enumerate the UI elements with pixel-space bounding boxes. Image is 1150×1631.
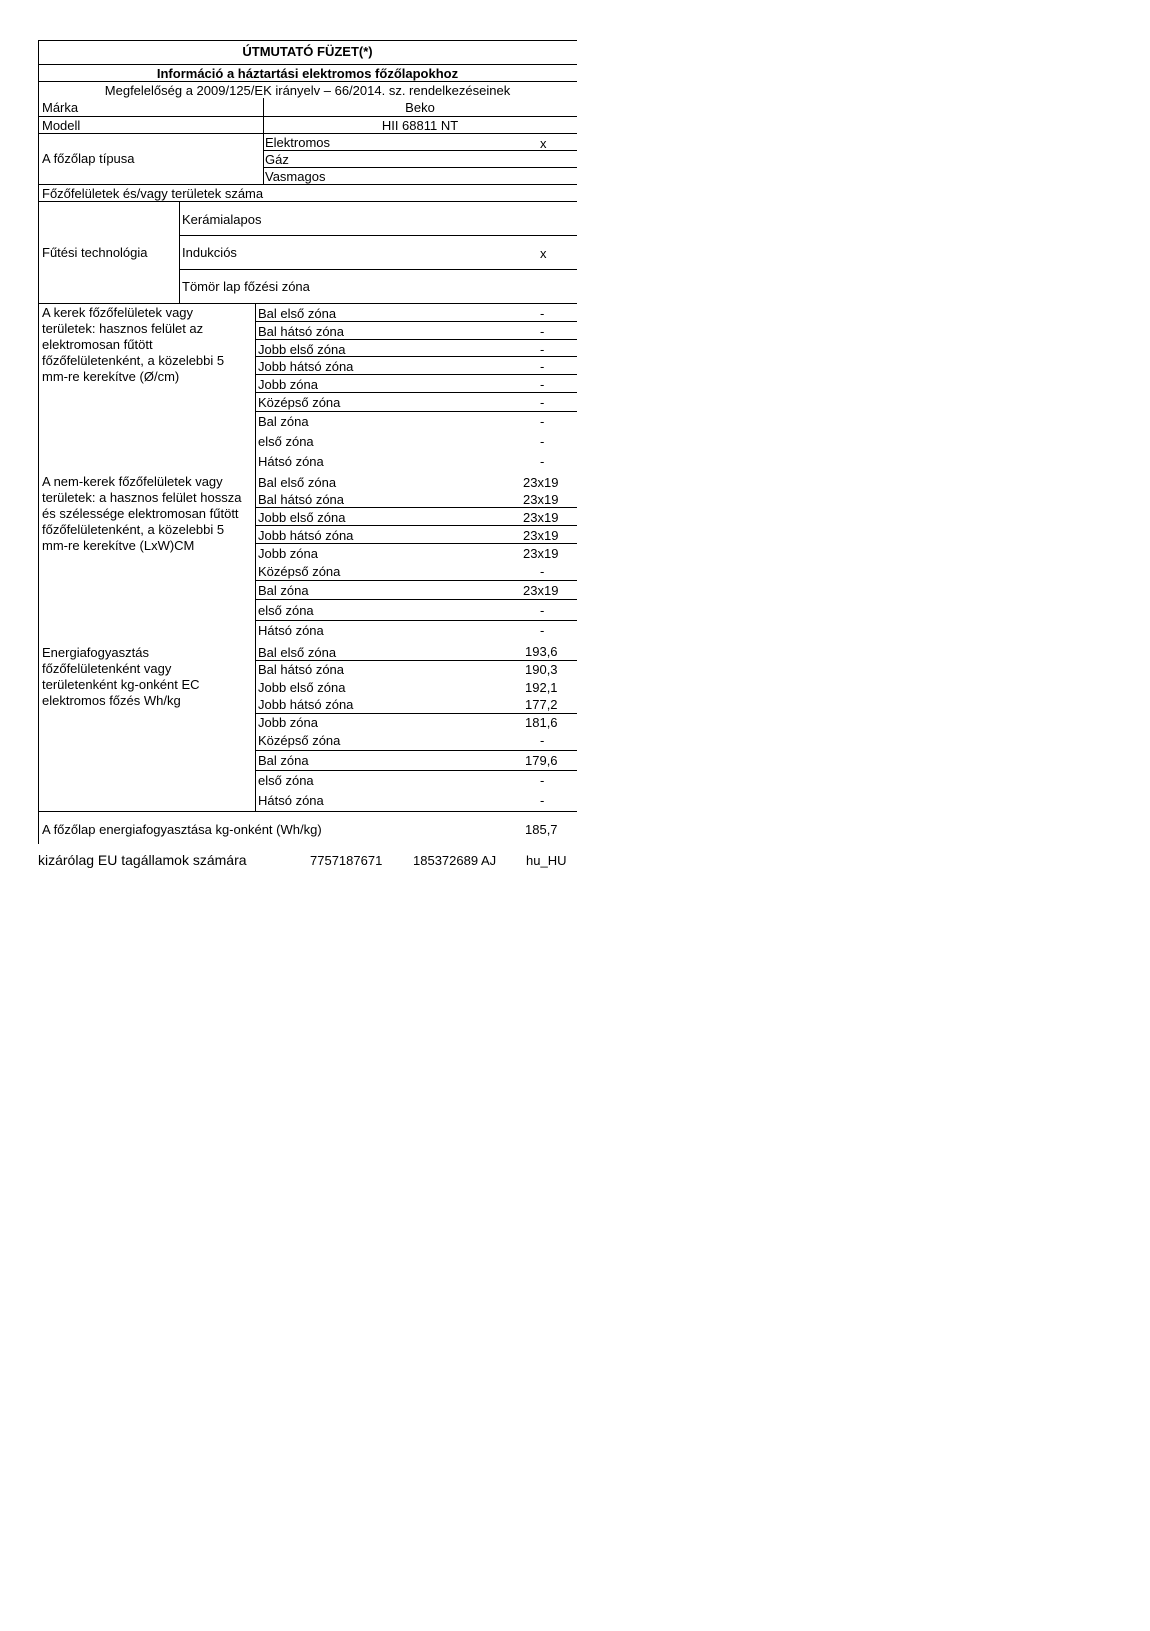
heating-label: Fűtési technológia bbox=[42, 245, 148, 260]
zone-name: Jobb hátsó zóna bbox=[258, 528, 354, 543]
zone-value: 23x19 bbox=[523, 510, 559, 525]
zone-value: - bbox=[540, 395, 545, 410]
heating-mark: x bbox=[540, 246, 547, 261]
zone-value: 192,1 bbox=[525, 680, 558, 695]
compliance-text: Megfelelőség a 2009/125/EK irányelv – 66/2014. sz. rendelkezéseinek bbox=[104, 83, 511, 98]
zone-name: Jobb zóna bbox=[258, 715, 318, 730]
sheet-title: ÚTMUTATÓ FÜZET(*) bbox=[242, 44, 373, 59]
total-energy-label: A főzőlap energiafogyasztása kg-onként (Wh/kg) bbox=[42, 822, 322, 837]
zone-name: Hátsó zóna bbox=[258, 454, 324, 469]
zone-name: Középső zóna bbox=[258, 733, 341, 748]
zone-value: - bbox=[540, 564, 545, 579]
footer-locale: hu_HU bbox=[526, 853, 567, 868]
zone-name: Bal első zóna bbox=[258, 306, 337, 321]
zone-value: - bbox=[540, 342, 545, 357]
heating-option: Tömör lap főzési zóna bbox=[182, 279, 310, 294]
zone-name: Jobb zóna bbox=[258, 377, 318, 392]
zone-name: Bal zóna bbox=[258, 583, 309, 598]
zone-value: 179,6 bbox=[525, 753, 558, 768]
zone-value: - bbox=[540, 733, 545, 748]
zone-value: 193,6 bbox=[525, 644, 558, 659]
zone-value: - bbox=[540, 773, 545, 788]
zone-name: Jobb első zóna bbox=[258, 510, 346, 525]
zone-value: 23x19 bbox=[523, 528, 559, 543]
zone-value: 23x19 bbox=[523, 546, 559, 561]
zone-name: Bal zóna bbox=[258, 753, 309, 768]
zone-name: Középső zóna bbox=[258, 395, 341, 410]
zone-name: első zóna bbox=[258, 603, 314, 618]
zone-value: - bbox=[540, 359, 545, 374]
model-value: HII 68811 NT bbox=[381, 118, 459, 133]
hob-type-mark: x bbox=[540, 136, 547, 151]
model-label: Modell bbox=[42, 118, 81, 133]
total-energy-value: 185,7 bbox=[525, 822, 558, 837]
zone-name: Középső zóna bbox=[258, 564, 341, 579]
footer-code-1: 7757187671 bbox=[310, 853, 383, 868]
hob-type-option: Gáz bbox=[265, 152, 289, 167]
zone-name: Bal zóna bbox=[258, 414, 309, 429]
zone-count-label: Főzőfelületek és/vagy területek száma bbox=[42, 186, 264, 201]
zone-value: - bbox=[540, 793, 545, 808]
brand-label: Márka bbox=[42, 100, 79, 115]
zone-value: - bbox=[540, 623, 545, 638]
zone-name: Bal első zóna bbox=[258, 475, 337, 490]
zone-value: 177,2 bbox=[525, 697, 558, 712]
hob-type-label: A főzőlap típusa bbox=[42, 151, 135, 166]
zone-name: Bal első zóna bbox=[258, 645, 337, 660]
energy-zones-label: Energiafogyasztás főzőfelületenként vagy területenként kg-onként EC elektromos főzés Wh/kg bbox=[42, 645, 200, 708]
zone-name: Bal hátsó zóna bbox=[258, 324, 345, 339]
zone-name: Hátsó zóna bbox=[258, 793, 324, 808]
hob-type-option: Vasmagos bbox=[265, 169, 326, 184]
zone-name: Jobb első zóna bbox=[258, 680, 346, 695]
sheet-subtitle: Információ a háztartási elektromos főzőlapokhoz bbox=[156, 66, 459, 81]
zone-value: - bbox=[540, 414, 545, 429]
zone-name: első zóna bbox=[258, 773, 314, 788]
zone-name: Bal hátsó zóna bbox=[258, 662, 345, 677]
nonround-zones-label: A nem-kerek főzőfelületek vagy területek: a hasznos felület hossza és szélessége elektromosan fűtött főzőfelületenként, a közelebbi 5 mm-re kerekítve (LxW)CM bbox=[42, 474, 242, 553]
zone-value: - bbox=[540, 306, 545, 321]
footer-note: kizárólag EU tagállamok számára bbox=[38, 852, 247, 868]
zone-name: Jobb hátsó zóna bbox=[258, 359, 354, 374]
brand-value: Beko bbox=[405, 100, 435, 115]
zone-value: - bbox=[540, 434, 545, 449]
hob-type-option: Elektromos bbox=[265, 135, 331, 150]
heating-option: Indukciós bbox=[182, 245, 237, 260]
heating-option: Kerámialapos bbox=[182, 212, 262, 227]
zone-value: 181,6 bbox=[525, 715, 558, 730]
zone-value: - bbox=[540, 324, 545, 339]
zone-value: - bbox=[540, 454, 545, 469]
zone-value: 23x19 bbox=[523, 583, 559, 598]
zone-name: Jobb zóna bbox=[258, 546, 318, 561]
round-zones-label: A kerek főzőfelületek vagy területek: hasznos felület az elektromosan fűtött főzőfelületenként, a közelebbi 5 mm-re kerekítve (Ø/cm) bbox=[42, 305, 225, 384]
zone-name: Jobb hátsó zóna bbox=[258, 697, 354, 712]
zone-name: Jobb első zóna bbox=[258, 342, 346, 357]
zone-value: 23x19 bbox=[523, 492, 559, 507]
zone-name: Hátsó zóna bbox=[258, 623, 324, 638]
footer-code-2: 185372689 AJ bbox=[413, 853, 497, 868]
zone-name: első zóna bbox=[258, 434, 314, 449]
zone-name: Bal hátsó zóna bbox=[258, 492, 345, 507]
zone-value: 190,3 bbox=[525, 662, 558, 677]
zone-value: - bbox=[540, 603, 545, 618]
zone-value: - bbox=[540, 377, 545, 392]
zone-value: 23x19 bbox=[523, 475, 559, 490]
